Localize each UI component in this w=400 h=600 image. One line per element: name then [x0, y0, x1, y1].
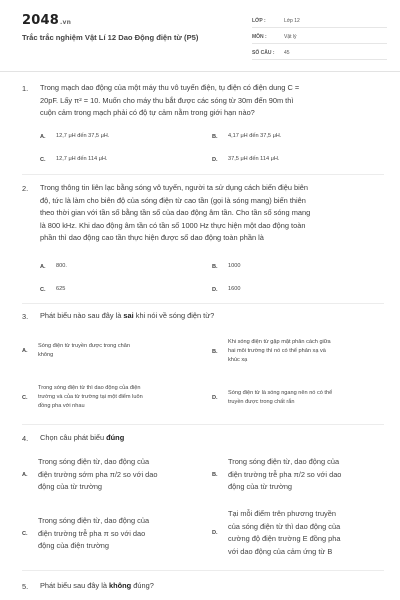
- option-line: đồng pha với nhau: [38, 403, 85, 409]
- option-letter: C.: [40, 286, 46, 293]
- logo-text: 2048: [22, 13, 59, 28]
- question-text-before: Phát biểu sau đây là: [40, 581, 110, 590]
- question-line: độ, tức là làm cho biên độ của sóng điện từ cao tần (gọi là sóng mang) biến thiên: [40, 195, 306, 205]
- option-d[interactable]: [212, 285, 240, 294]
- option-d[interactable]: [212, 155, 279, 164]
- question-text-before: Phát biểu nào sau đây là: [40, 311, 124, 320]
- divider: [22, 570, 384, 571]
- option-text: [38, 384, 143, 411]
- divider: [22, 303, 384, 304]
- option-line: Tại mỗi điểm trên phương truyền: [228, 509, 336, 518]
- option-d[interactable]: [212, 389, 390, 407]
- option-line: Khi sóng điện từ gặp mặt phân cách giữa: [228, 339, 331, 345]
- option-line: động của từ trường: [38, 482, 103, 492]
- option-text: [38, 515, 149, 553]
- option-text: 37,5 μH đến 114 μH.: [228, 156, 280, 162]
- question-keyword: không: [109, 581, 132, 590]
- option-a[interactable]: [40, 132, 109, 141]
- question-keyword: đúng: [106, 433, 125, 442]
- option-letter: A.: [22, 471, 28, 478]
- question-number: 3.: [22, 312, 29, 321]
- meta-key: MÔN :: [252, 33, 267, 40]
- option-text: 625: [56, 286, 66, 292]
- question-line: phần thì dao động cao tần thực hiện được số dao động toàn phần là: [40, 233, 264, 243]
- meta-table: [252, 14, 387, 62]
- question-text: [40, 310, 384, 323]
- option-line: Trong sóng điện từ, dao động của: [228, 457, 340, 466]
- option-c[interactable]: [22, 384, 212, 411]
- option-letter: C.: [22, 394, 28, 401]
- page-title: Trắc trắc nghiệm Vật Lí 12 Dao Động điện từ (P5): [22, 33, 199, 42]
- option-letter: A.: [40, 263, 46, 270]
- meta-key: SỐ CÂU :: [252, 49, 275, 56]
- option-line: điện trường trễ pha π/2 so với dao: [228, 469, 342, 479]
- option-letter: B.: [212, 263, 218, 270]
- meta-value: 45: [284, 49, 290, 56]
- question-line: cuộn cảm trong mạch phải có độ tự cảm nằm trong giới hạn nào?: [40, 108, 255, 118]
- option-b[interactable]: [212, 456, 392, 494]
- option-text: [38, 456, 158, 494]
- option-b[interactable]: [212, 338, 390, 365]
- question-line: Trong thông tin liên lạc bằng sóng vô tuyến, người ta sử dụng cách biến điệu biên: [40, 183, 308, 192]
- option-text: 1600: [228, 286, 241, 292]
- site-logo[interactable]: [22, 13, 71, 28]
- divider: [22, 174, 384, 175]
- question-keyword: sai: [123, 311, 134, 320]
- question-line: Trong mạch dao động của một máy thu vô tuyến điện, tụ điện có điện dung C =: [40, 83, 300, 92]
- option-text: [228, 456, 341, 494]
- option-line: điện trường trễ pha π so với dao: [38, 528, 146, 538]
- option-a[interactable]: [22, 456, 208, 494]
- option-text: [228, 389, 332, 407]
- question-text-after: đúng?: [131, 581, 154, 590]
- option-a[interactable]: [22, 342, 202, 360]
- meta-row-class: [252, 14, 387, 28]
- option-letter: D.: [212, 530, 218, 537]
- option-line: của sóng điện từ thì dao động của: [228, 521, 341, 531]
- option-b[interactable]: [212, 132, 281, 141]
- question-text: [40, 182, 384, 245]
- option-line: Sóng điện từ truyền được trong chân: [38, 343, 131, 349]
- option-text: [38, 342, 130, 360]
- option-line: không: [38, 352, 54, 358]
- option-line: hai môi trường thì nó có thể phản xạ và: [228, 348, 326, 354]
- meta-value: Vật lý: [284, 33, 297, 40]
- option-line: Trong sóng điện từ thì dao động của điện: [38, 385, 141, 391]
- question-number: 2.: [22, 184, 29, 193]
- option-letter: D.: [212, 156, 218, 163]
- option-text: 4,17 μH đến 37,5 μH.: [228, 133, 282, 139]
- option-text: [228, 508, 340, 558]
- meta-key: LỚP :: [252, 17, 266, 24]
- option-a[interactable]: [40, 262, 67, 271]
- option-text: 12,7 μH đến 37,5 μH.: [56, 133, 110, 139]
- question-number: 4.: [22, 434, 29, 443]
- question-number: 5.: [22, 582, 29, 591]
- option-letter: A.: [40, 133, 46, 140]
- option-line: truyền được trong chất rắn: [228, 399, 295, 405]
- divider: [22, 424, 384, 425]
- option-line: Trong sóng điện từ, dao động của: [38, 516, 150, 525]
- option-letter: B.: [212, 471, 218, 478]
- question-line: là 800 kHz. Khi dao động âm tần có tần số 1000 Hz thực hiện một dao động toàn: [40, 220, 306, 230]
- meta-row-subject: [252, 30, 387, 44]
- option-letter: B.: [212, 133, 218, 140]
- option-text: 800.: [56, 263, 67, 269]
- question-line: theo thời gian với tần số bằng tần số của dao động âm tần. Cho tần số sóng mang: [40, 208, 311, 218]
- meta-row-count: [252, 46, 387, 60]
- option-d[interactable]: [212, 508, 392, 558]
- option-text: 1000: [228, 263, 241, 269]
- option-line: điện trường sớm pha π/2 so với dao: [38, 469, 158, 479]
- option-text: [228, 338, 331, 365]
- question-text: [40, 82, 384, 120]
- option-text: 12,7 μH đến 114 μH.: [56, 156, 108, 162]
- option-c[interactable]: [40, 155, 107, 164]
- option-c[interactable]: [40, 285, 65, 294]
- option-b[interactable]: [212, 262, 240, 271]
- question-text-after: khi nói về sóng điện từ?: [133, 311, 215, 320]
- option-letter: C.: [22, 530, 28, 537]
- option-line: với dao động của cảm ứng từ B: [228, 546, 333, 556]
- option-letter: A.: [22, 348, 28, 354]
- question-line: 20pF. Lấy π² = 10. Muốn cho máy thu bắt được các sóng từ 30m đến 90m thì: [40, 95, 294, 105]
- option-line: Trong sóng điện từ, dao động của: [38, 457, 150, 466]
- option-line: Sóng điện từ là sóng ngang nên nó có thể: [228, 390, 333, 396]
- option-c[interactable]: [22, 515, 208, 553]
- question-number: 1.: [22, 84, 29, 93]
- option-line: động của từ trường: [228, 482, 293, 492]
- option-line: khúc xạ: [228, 357, 248, 363]
- option-letter: D.: [212, 286, 218, 293]
- option-letter: C.: [40, 156, 46, 163]
- option-line: trường và của từ trường tại một điểm luôn: [38, 394, 143, 400]
- option-line: cường độ điện trường E đồng pha: [228, 534, 341, 544]
- question-text: [40, 580, 384, 593]
- question-text: [40, 432, 384, 445]
- page-header: [0, 0, 400, 72]
- option-line: động của điện trường: [38, 541, 110, 551]
- question-text-before: Chọn câu phát biểu: [40, 433, 107, 442]
- option-letter: D.: [212, 395, 218, 401]
- option-letter: B.: [212, 348, 218, 355]
- meta-value: Lớp 12: [284, 17, 300, 24]
- logo-suffix: .vn: [59, 19, 72, 26]
